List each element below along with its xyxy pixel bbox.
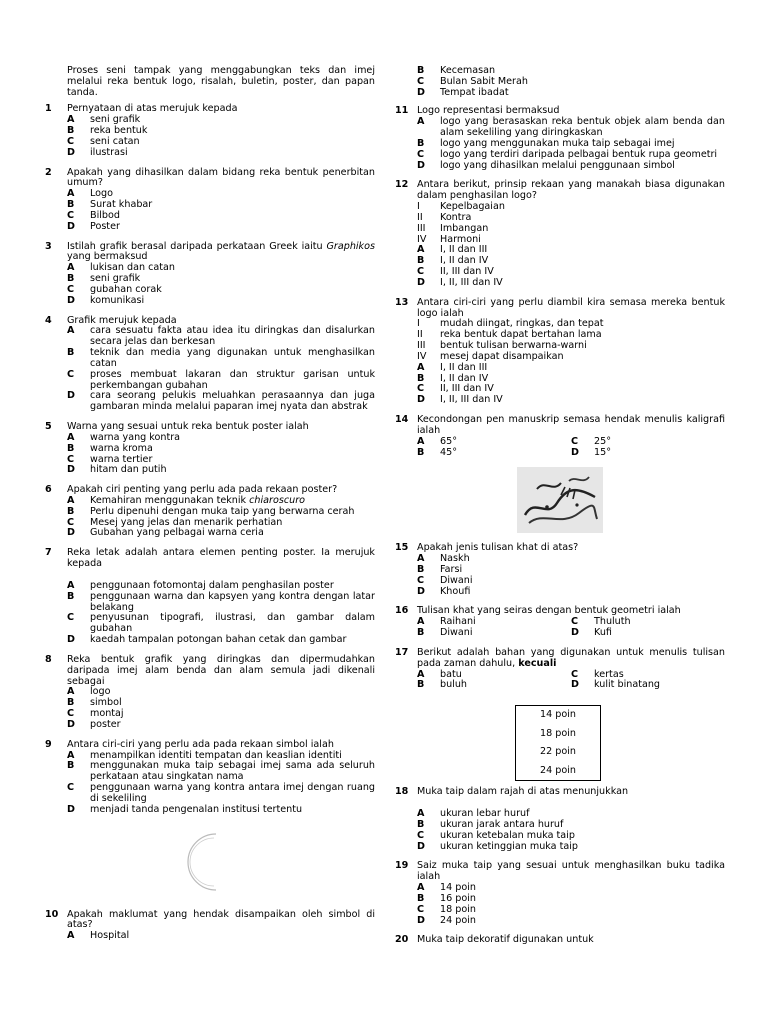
- option-d[interactable]: D I, II, III dan IV: [417, 276, 503, 288]
- left-column: [45, 66, 375, 951]
- option-d[interactable]: D 15°: [571, 446, 612, 458]
- option-b[interactable]: B Diwani: [417, 627, 473, 639]
- question-stem: Antara berikut, prinsip rekaan yang manakah biasa digunakan dalam penghasilan logo?: [417, 179, 725, 202]
- question-number: 2: [45, 166, 52, 178]
- option-c[interactable]: C warna tertier: [67, 453, 153, 465]
- roman-item: IV mesej dapat disampaikan: [417, 350, 564, 362]
- option-b[interactable]: B ukuran jarak antara huruf: [417, 818, 564, 830]
- option-c[interactable]: C Bulan Sabit Merah: [417, 75, 528, 87]
- option-b[interactable]: B simbol: [67, 697, 122, 709]
- option-b[interactable]: B reka bentuk: [67, 125, 148, 137]
- roman-item: I Kepelbagaian: [417, 201, 505, 213]
- question-stem: Logo representasi bermaksud: [417, 105, 560, 117]
- option-b[interactable]: B 16 poin: [417, 892, 476, 904]
- question-number: 6: [45, 484, 52, 496]
- question-number: 11: [395, 105, 409, 117]
- question-stem: Istilah grafik berasal daripada perkataan Greek iaitu Graphikos yang bermaksud: [67, 240, 375, 263]
- question-number: 20: [395, 934, 409, 946]
- question-2: [45, 168, 375, 233]
- option-d[interactable]: D I, II, III dan IV: [417, 394, 503, 406]
- option-a[interactable]: A logo: [67, 686, 111, 698]
- question-number: 17: [395, 646, 409, 658]
- roman-item: II Kontra: [417, 211, 472, 223]
- option-d[interactable]: D ilustrasi: [67, 146, 128, 158]
- option-d[interactable]: D kulit binatang: [571, 679, 661, 691]
- question-number: 4: [45, 314, 52, 326]
- option-c[interactable]: C 18 poin: [417, 903, 476, 915]
- roman-item: IV Harmoni: [417, 233, 481, 245]
- option-c[interactable]: C II, III dan IV: [417, 383, 494, 395]
- option-c[interactable]: C II, III dan IV: [417, 266, 494, 278]
- option-c[interactable]: C kertas: [571, 668, 624, 680]
- option-d[interactable]: D Tempat ibadat: [417, 86, 509, 98]
- option-d[interactable]: D Kufi: [571, 627, 612, 639]
- question-9: [45, 740, 375, 816]
- question-stem: Antara ciri-ciri yang perlu ada pada rekaan simbol ialah: [67, 738, 334, 750]
- question-stem: Saiz muka taip yang sesuai untuk menghasilkan buku tadika ialah: [417, 860, 725, 883]
- question-12: [395, 180, 725, 288]
- option-d[interactable]: D Khoufi: [417, 585, 471, 597]
- khat-calligraphy-figure: [395, 467, 725, 533]
- question-stem: Tulisan khat yang seiras dengan bentuk geometri ialah: [417, 605, 681, 617]
- option-b[interactable]: B logo yang menggunakan muka taip sebagai imej: [417, 137, 675, 149]
- question-4: [45, 316, 375, 413]
- option-a[interactable]: A logo yang berasaskan reka bentuk objek alam benda dan alam sekeliling yang diringkaskan: [417, 116, 725, 139]
- question-8: [45, 655, 375, 731]
- option-c[interactable]: C penggunaan warna yang kontra antara imej dengan ruang di sekeliling: [67, 782, 375, 804]
- option-c[interactable]: C Mesej yang jelas dan menarik perhatian: [67, 516, 283, 528]
- option-c[interactable]: C seni catan: [67, 135, 140, 147]
- option-c[interactable]: C Thuluth: [571, 616, 631, 628]
- question-19: [395, 861, 725, 926]
- question-20: [395, 935, 725, 946]
- option-c[interactable]: C montaj: [67, 708, 124, 720]
- option-b[interactable]: B teknik dan media yang digunakan untuk menghasilkan catan: [67, 347, 375, 369]
- question-stem: Antara ciri-ciri yang perlu diambil kira semasa mereka bentuk logo ialah: [417, 296, 725, 319]
- option-d[interactable]: D Poster: [67, 220, 120, 232]
- option-a[interactable]: A seni grafik: [67, 114, 141, 126]
- question-number: 8: [45, 653, 52, 665]
- option-d[interactable]: D Gubahan yang pelbagai warna ceria: [67, 527, 264, 539]
- question-stem: Berikut adalah bahan yang digunakan untuk menulis tulisan pada zaman dahulu, kecuali: [417, 646, 725, 669]
- question-number: 1: [45, 103, 52, 115]
- option-d[interactable]: D komunikasi: [67, 294, 145, 306]
- option-a[interactable]: A cara sesuatu fakta atau idea itu diringkas dan disalurkan secara jelas dan berkesan: [67, 325, 375, 348]
- option-c[interactable]: C proses membuat lakaran dan struktur garisan untuk perkembangan gubahan: [67, 368, 375, 391]
- question-number: 12: [395, 179, 409, 191]
- option-b[interactable]: B seni grafik: [67, 273, 141, 285]
- crescent-moon-icon: [178, 830, 242, 894]
- question-number: 18: [395, 786, 409, 798]
- option-b[interactable]: B Perlu dipenuhi dengan muka taip yang berwarna cerah: [67, 505, 355, 517]
- option-d[interactable]: D menjadi tanda pengenalan institusi tertentu: [67, 803, 303, 815]
- crescent-moon-figure: [45, 830, 375, 894]
- question-18: [395, 787, 725, 852]
- question-stem: Apakah yang dihasilkan dalam bidang reka bentuk penerbitan umum?: [67, 166, 375, 189]
- intro-passage: Proses seni tampak yang menggabungkan teks dan imej melalui reka bentuk logo, risalah, buletin, poster, dan papan tanda.: [67, 65, 375, 98]
- option-d[interactable]: D poster: [67, 718, 121, 730]
- font-size-item: 18 poin: [540, 727, 576, 739]
- roman-item: I mudah diingat, ringkas, dan tepat: [417, 318, 604, 330]
- question-stem: Apakah ciri penting yang perlu ada pada rekaan poster?: [67, 484, 338, 496]
- option-d[interactable]: D ukuran ketinggian muka taip: [417, 840, 578, 852]
- question-number: 19: [395, 860, 409, 872]
- question-10: [45, 910, 375, 942]
- question-number: 14: [395, 414, 409, 426]
- roman-item: III Imbangan: [417, 222, 489, 234]
- question-stem: Pernyataan di atas merujuk kepada: [67, 103, 238, 115]
- question-number: 7: [45, 547, 52, 559]
- option-b[interactable]: B I, II dan IV: [417, 255, 489, 267]
- option-c[interactable]: C 25°: [571, 435, 612, 447]
- option-c[interactable]: C ukuran ketebalan muka taip: [417, 829, 575, 841]
- question-stem: Reka letak adalah antara elemen penting poster. Ia merujuk kepada: [67, 547, 375, 570]
- option-c[interactable]: C gubahan corak: [67, 283, 162, 295]
- option-a[interactable]: A penggunaan fotomontaj dalam penghasilan poster: [67, 579, 334, 591]
- option-d[interactable]: D logo yang dihasilkan melalui penggunaan simbol: [417, 159, 675, 171]
- option-d[interactable]: D 24 poin: [417, 914, 476, 926]
- question-number: 16: [395, 605, 409, 617]
- option-a[interactable]: A batu: [417, 668, 462, 680]
- option-a[interactable]: A 14 poin: [417, 882, 476, 894]
- option-c[interactable]: C Diwani: [417, 574, 473, 586]
- option-b[interactable]: B Surat khabar: [67, 199, 153, 211]
- roman-item: II reka bentuk dapat bertahan lama: [417, 329, 602, 341]
- question-stem: Muka taip dekoratif digunakan untuk: [417, 934, 594, 946]
- font-size-item: 24 poin: [540, 764, 576, 776]
- question-15: [395, 543, 725, 597]
- question-16: [395, 606, 725, 638]
- question-number: 15: [395, 542, 409, 554]
- option-d[interactable]: D kaedah tampalan potongan bahan cetak dan gambar: [67, 634, 347, 646]
- font-size-item: 14 poin: [540, 709, 576, 721]
- option-b[interactable]: B I, II dan IV: [417, 372, 489, 384]
- option-c[interactable]: C logo yang terdiri daripada pelbagai bentuk rupa geometri: [417, 148, 718, 160]
- question-number: 5: [45, 421, 52, 433]
- question-6: [45, 485, 375, 539]
- roman-item: III bentuk tulisan berwarna-warni: [417, 340, 587, 352]
- question-14: [395, 415, 725, 458]
- question-number: 13: [395, 296, 409, 308]
- option-a[interactable]: A Logo: [67, 188, 114, 200]
- option-b[interactable]: B buluh: [417, 679, 467, 691]
- option-a[interactable]: A 65°: [417, 435, 458, 447]
- option-c[interactable]: C Bilbod: [67, 209, 120, 221]
- question-13: [395, 298, 725, 406]
- option-a[interactable]: A Kemahiran menggunakan teknik chiaroscuro: [67, 494, 306, 506]
- option-a[interactable]: A Naskh: [417, 553, 470, 565]
- calligraphy-icon: [517, 467, 603, 533]
- question-stem: Reka bentuk grafik yang diringkas dan dipermudahkan daripada imej alam benda dan alam semula jadi dikenali sebagai: [67, 653, 375, 687]
- option-a[interactable]: A I, II dan III: [417, 244, 488, 256]
- option-b[interactable]: B penggunaan warna dan kapsyen yang kontra dengan latar belakang: [67, 590, 375, 613]
- option-a[interactable]: A I, II dan III: [417, 361, 488, 373]
- font-size-item: 22 poin: [540, 746, 576, 758]
- option-b[interactable]: B menggunakan muka taip sebagai imej sama ada seluruh perkataan atau singkatan nama: [67, 760, 375, 783]
- option-a[interactable]: A lukisan dan catan: [67, 262, 175, 274]
- option-a[interactable]: A Raihani: [417, 616, 476, 628]
- option-c[interactable]: C penyusunan tipografi, ilustrasi, dan gambar dalam gubahan: [67, 612, 375, 635]
- option-b[interactable]: B 45°: [417, 446, 458, 458]
- question-number: 3: [45, 240, 52, 252]
- option-a[interactable]: A Hospital: [67, 930, 130, 942]
- question-stem: Apakah jenis tulisan khat di atas?: [417, 542, 579, 554]
- option-d[interactable]: D hitam dan putih: [67, 464, 167, 476]
- question-3: [45, 242, 375, 307]
- question-1: [45, 104, 375, 158]
- question-stem: Warna yang sesuai untuk reka bentuk poster ialah: [67, 421, 309, 433]
- question-7: [45, 548, 375, 646]
- option-a[interactable]: A warna yang kontra: [67, 431, 181, 443]
- option-b[interactable]: B warna kroma: [67, 442, 153, 454]
- question-stem: Grafik merujuk kepada: [67, 314, 177, 326]
- question-stem: Apakah maklumat yang hendak disampaikan oleh simbol di atas?: [67, 908, 375, 931]
- question-11: [395, 106, 725, 171]
- question-17: [395, 648, 725, 691]
- question-number: 9: [45, 738, 52, 750]
- option-b[interactable]: B Farsi: [417, 563, 463, 575]
- question-stem: Kecondongan pen manuskrip semasa hendak menulis kaligrafi ialah: [417, 414, 725, 436]
- question-5: [45, 422, 375, 476]
- question-stem: Muka taip dalam rajah di atas menunjukkan: [417, 786, 629, 798]
- right-column: [395, 66, 725, 955]
- question-number: 10: [45, 908, 59, 920]
- font-size-box: [515, 705, 601, 781]
- option-b[interactable]: B Kecemasan: [417, 65, 496, 76]
- option-a[interactable]: A ukuran lebar huruf: [417, 808, 530, 820]
- option-d[interactable]: D cara seorang pelukis meluahkan perasaannya dan juga gambaran minda melalui paparan imej nyata dan abstrak: [67, 390, 375, 413]
- option-a[interactable]: A menampilkan identiti tempatan dan keaslian identiti: [67, 749, 342, 761]
